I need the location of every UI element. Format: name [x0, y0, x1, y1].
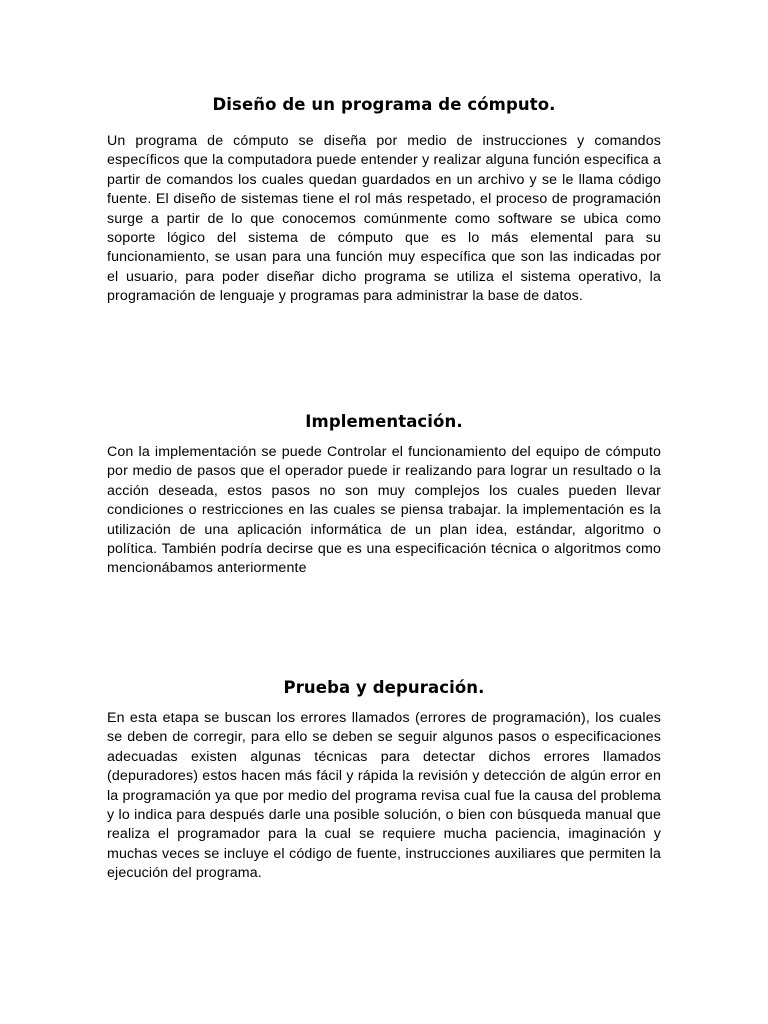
section-heading: Diseño de un programa de cómputo. — [212, 95, 556, 114]
section-paragraph: En esta etapa se buscan los errores llamados (errores de programación), los cuales se deben de corregir, para ello se deben se seguir algunos pasos o especificaciones adecuadas existen algunas técnicas para detectar dichos errores llamados (depuradores) estos hacen más fácil y rápida la revisión y detección de algún error en la programación ya que por medio del programa revisa cual fue la causa del problema y lo indica para después darle una posible solución, o bien con búsqueda manual que realiza el programador para la cual se requiere mucha paciencia, imaginación y muchas veces se incluye el código de fuente, instrucciones auxiliares que permiten la ejecución del programa. — [107, 710, 661, 882]
section-prueba-depuracion — [107, 677, 661, 884]
section-paragraph: Con la implementación se puede Controlar el funcionamiento del equipo de cómputo por medio de pasos que el operador puede ir realizando para lograr un resultado o la acción deseada, estos pasos no son muy complejos los cuales pueden llevar condiciones o restricciones en las cuales se piensa trabajar. la implementación es la utilización de una aplicación informática de un plan idea, estándar, algoritmo o política. También podría decirse que es una especificación técnica o algoritmos como mencionábamos anteriormente — [107, 444, 661, 577]
section-paragraph: Un programa de cómputo se diseña por medio de instrucciones y comandos específicos que la computadora puede entender y realizar alguna función especifica a partir de comandos los cuales quedan guardados en un archivo y se le llama código fuente. El diseño de sistemas tiene el rol más respetado, el proceso de programación surge a partir de lo que conocemos comúnmente como software se ubica como soporte lógico del sistema de cómputo que es lo más elemental para su funcionamiento, se usan para una función muy específica que son las indicadas por el usuario, para poder diseñar dicho programa se utiliza el sistema operativo, la programación de lenguaje y programas para administrar la base de datos. — [107, 133, 661, 305]
section-diseno — [107, 94, 661, 307]
section-heading: Implementación. — [305, 412, 463, 431]
section-implementacion — [107, 411, 661, 579]
section-heading: Prueba y depuración. — [283, 678, 485, 697]
